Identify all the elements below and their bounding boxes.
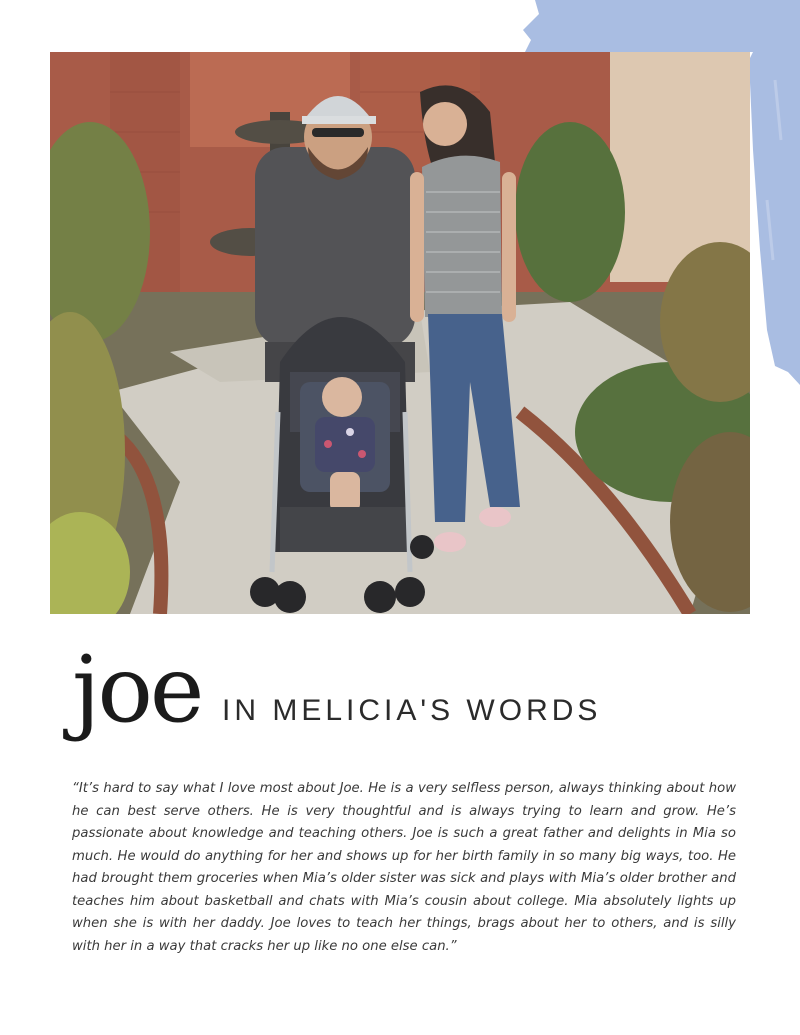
heading-name: joe xyxy=(72,636,202,743)
section-heading xyxy=(72,636,752,760)
testimonial-quote: “It’s hard to say what I love most about Joe. He is a very selfless person, always thinking about how he can best serve others. He is very thoughtful and is always trying to learn and grow. He’s passionate about knowledge and teaching others. Joe is such a great father and delights in Mia so much. He would do anything for her and shows up for her birth family in so many big ways, too. He had brought them groceries when Mia’s older sister was sick and plays with Mia’s older brother and teaches him about basketball and chats with Mia’s cousin about college. Mia absolutely lights up when she is with her daddy. Joe loves to teach her things, brags about her to others, and is silly with her in a way that cracks her up like no one else can.” xyxy=(72,781,736,954)
family-photo xyxy=(50,52,750,614)
heading-subtitle: IN MELICIA'S WORDS xyxy=(222,694,602,727)
